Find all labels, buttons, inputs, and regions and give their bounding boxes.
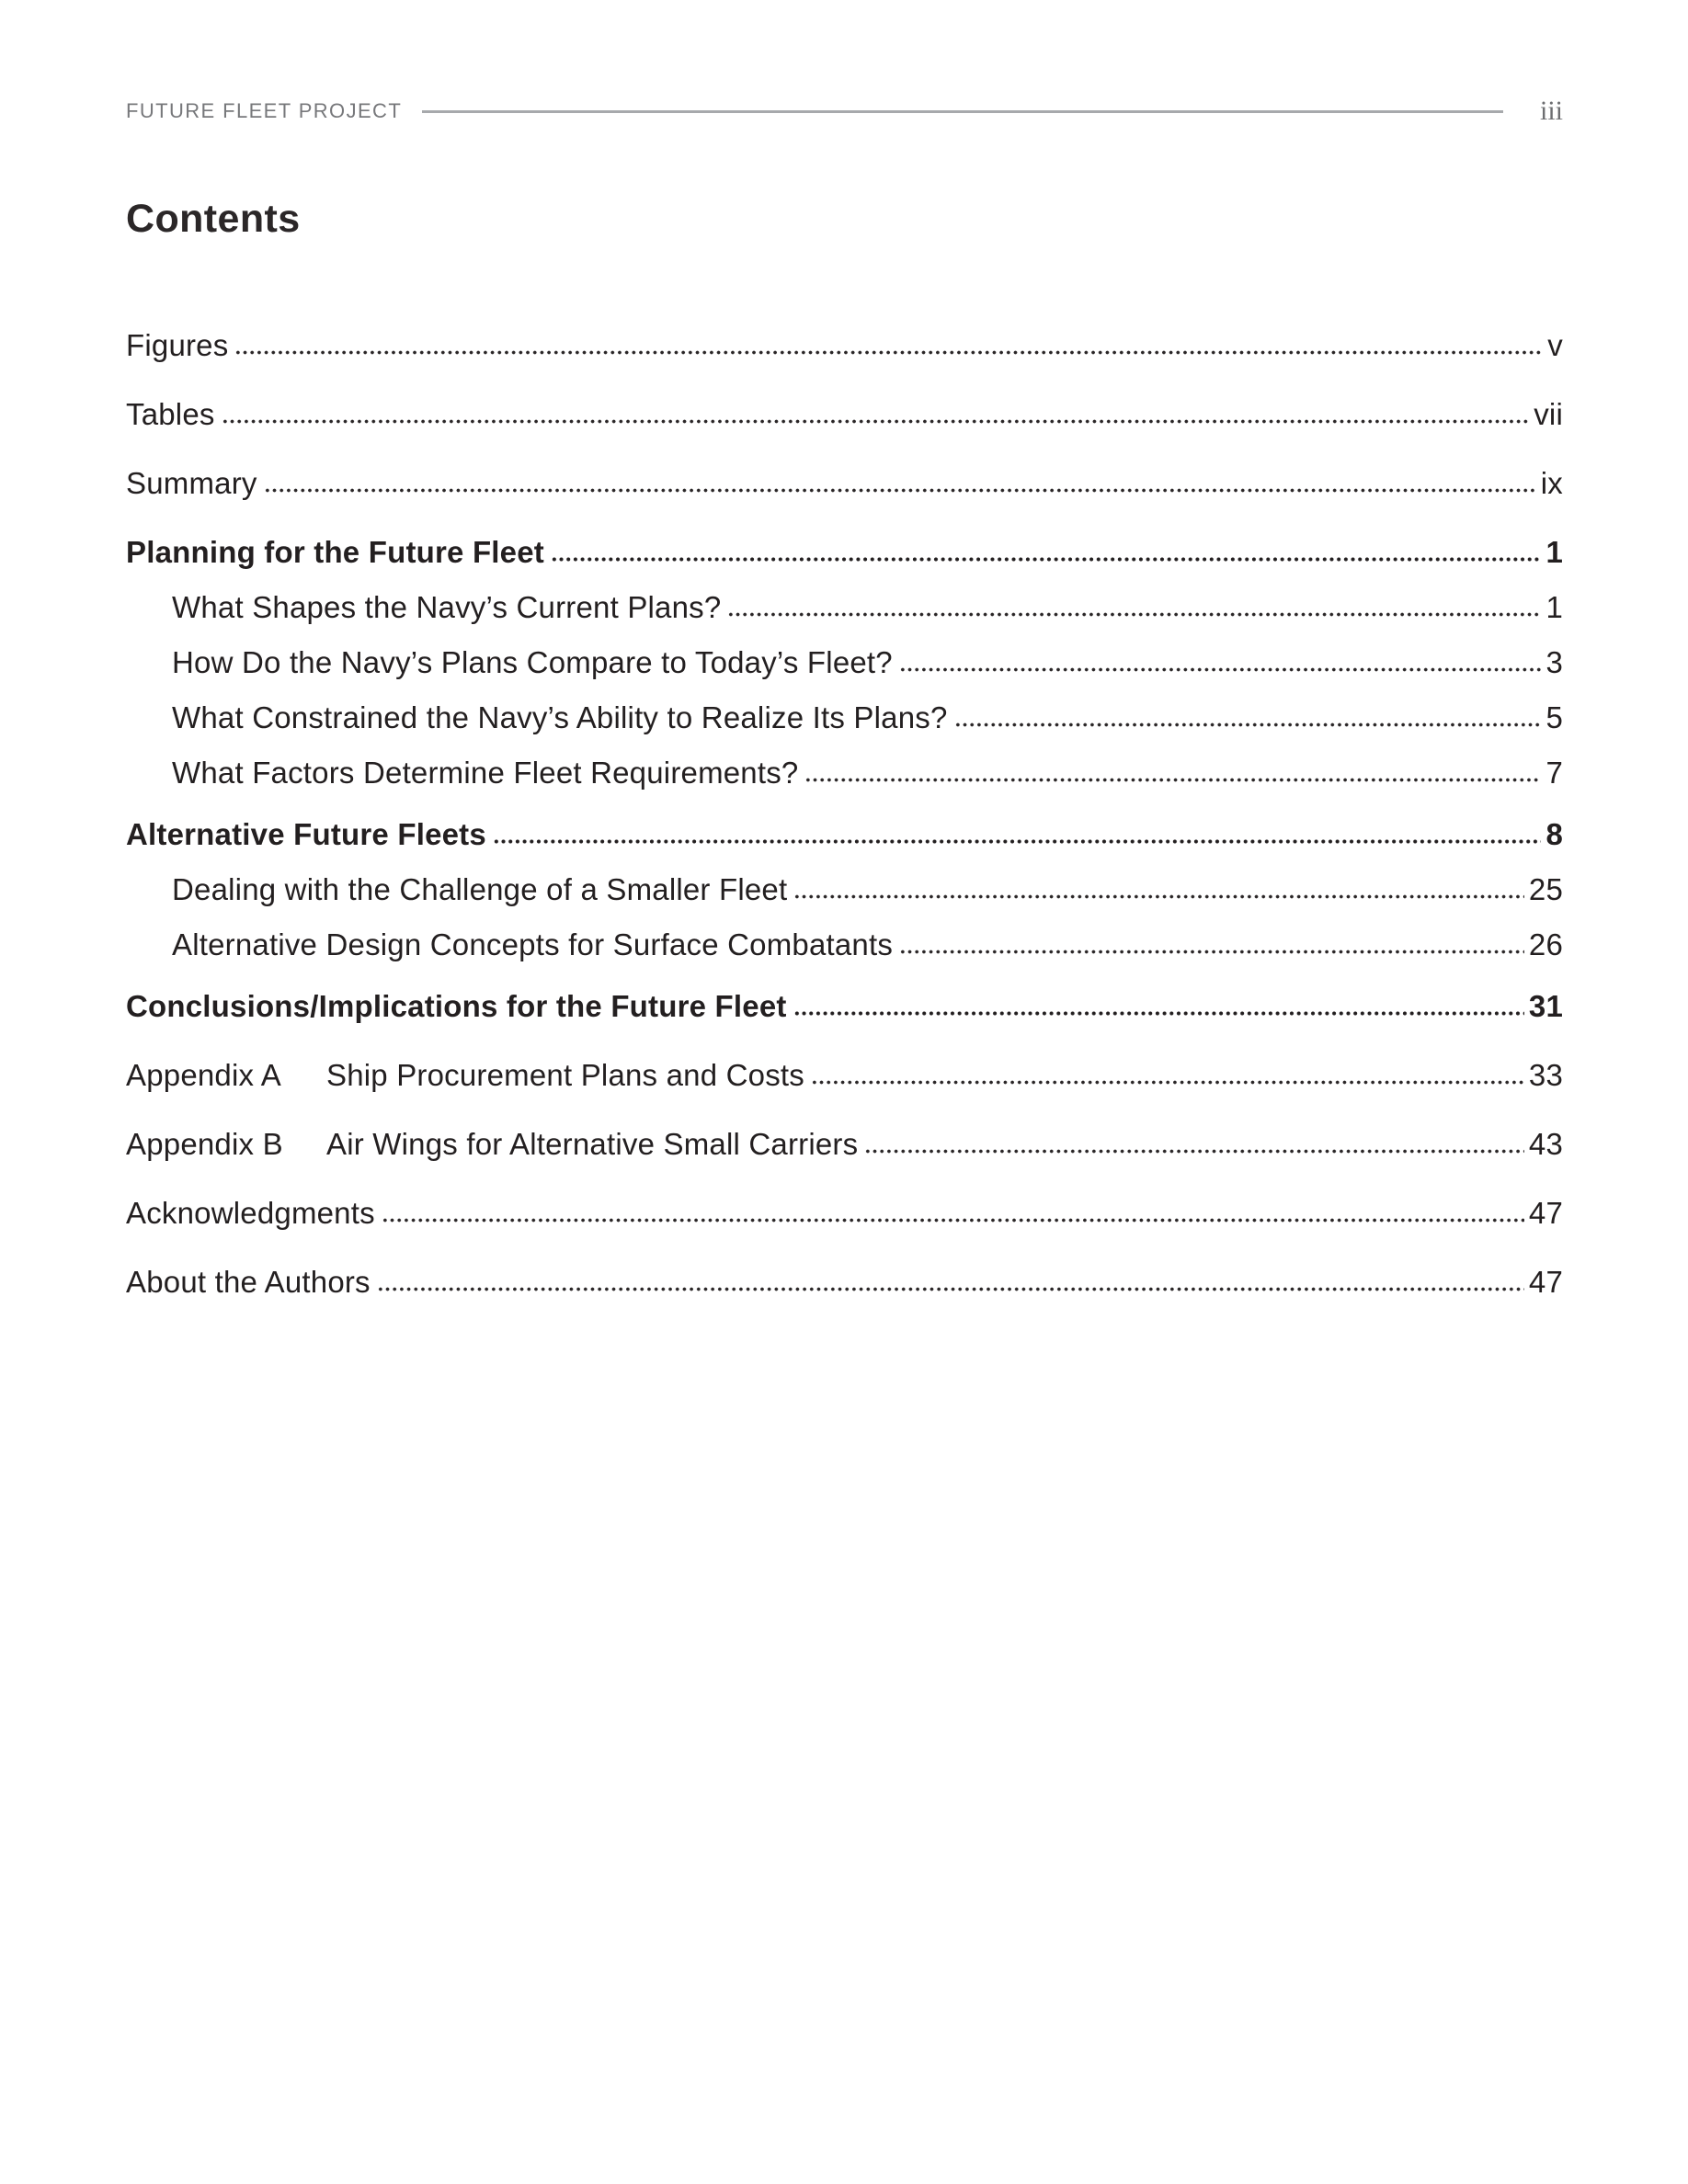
- toc-entry-page: 47: [1528, 1196, 1563, 1230]
- toc-entry-conclusions-implications[interactable]: [126, 991, 1563, 1021]
- dot-leader: [954, 722, 1542, 727]
- toc-entry-page: 1: [1545, 590, 1563, 624]
- dot-leader: [793, 894, 1524, 899]
- toc-entry-label: Planning for the Future Fleet: [126, 535, 544, 569]
- toc-entry-dealing-with-challenge-smaller-fleet[interactable]: [126, 874, 1563, 904]
- toc-entry-page: 7: [1545, 756, 1563, 790]
- toc-entry-page: 5: [1545, 700, 1563, 734]
- dot-leader: [864, 1149, 1524, 1154]
- toc-entry-appendix-b[interactable]: [126, 1129, 1563, 1159]
- toc-entry-page: ix: [1540, 466, 1563, 500]
- toc-entry-label: Ship Procurement Plans and Costs: [326, 1058, 804, 1092]
- toc-entry-page: v: [1547, 328, 1563, 362]
- toc-entry-page: 26: [1528, 927, 1563, 961]
- toc-entry-figures[interactable]: [126, 330, 1563, 360]
- toc-entry-planning-for-the-future-fleet[interactable]: [126, 537, 1563, 567]
- toc-entry-label: What Constrained the Navy’s Ability to Realize Its Plans?: [172, 700, 948, 734]
- dot-leader: [551, 557, 1541, 562]
- dot-leader: [804, 778, 1541, 782]
- toc-entry-label: What Factors Determine Fleet Requirements?: [172, 756, 799, 790]
- toc-entry-appendix-a[interactable]: [126, 1060, 1563, 1090]
- toc-entry-label: Acknowledgments: [126, 1196, 375, 1230]
- dot-leader: [264, 488, 1536, 493]
- page-header: [126, 97, 1563, 125]
- toc-entry-what-constrained-navy-ability[interactable]: [126, 702, 1563, 733]
- dot-leader: [382, 1218, 1524, 1223]
- toc-entry-summary[interactable]: [126, 468, 1563, 498]
- toc-entry-page: 43: [1528, 1127, 1563, 1161]
- appendix-prefix-label: Appendix B: [126, 1127, 283, 1161]
- dot-leader: [793, 1011, 1524, 1016]
- dot-leader: [899, 950, 1524, 954]
- toc-entry-what-shapes-navy-current-plans[interactable]: [126, 592, 1563, 622]
- toc-entry-acknowledgments[interactable]: [126, 1198, 1563, 1228]
- dot-leader: [234, 350, 1543, 355]
- toc-entry-page: 3: [1545, 645, 1563, 679]
- toc-entry-page: vii: [1534, 397, 1563, 431]
- toc-entry-alternative-future-fleets[interactable]: [126, 819, 1563, 849]
- toc-entry-label: About the Authors: [126, 1265, 371, 1299]
- toc-entry-page: 25: [1528, 872, 1563, 906]
- toc-entry-label: Alternative Design Concepts for Surface Combatants: [172, 927, 894, 961]
- folio-page-number: iii: [1539, 96, 1563, 126]
- toc-entry-page: 47: [1528, 1265, 1563, 1299]
- toc-entry-page: 31: [1528, 989, 1563, 1023]
- toc-entry-label: How Do the Navy’s Plans Compare to Today’s Fleet?: [172, 645, 893, 679]
- toc-entry-alternative-design-concepts[interactable]: [126, 929, 1563, 960]
- toc-entry-label: Figures: [126, 328, 229, 362]
- appendix-prefix-label: Appendix A: [126, 1058, 281, 1092]
- toc-entry-page: 8: [1545, 817, 1563, 851]
- toc-entry-label: Conclusions/Implications for the Future Fleet: [126, 989, 787, 1023]
- toc-entry-about-the-authors[interactable]: [126, 1267, 1563, 1297]
- toc-entry-label: Summary: [126, 466, 257, 500]
- toc-entry-page: 33: [1528, 1058, 1563, 1092]
- toc-entry-label: Air Wings for Alternative Small Carriers: [326, 1127, 859, 1161]
- toc-entry-label: What Shapes the Navy’s Current Plans?: [172, 590, 722, 624]
- dot-leader: [899, 667, 1542, 672]
- toc-entry-label: Tables: [126, 397, 215, 431]
- dot-leader: [222, 419, 1530, 424]
- dot-leader: [493, 839, 1542, 844]
- table-of-contents: [126, 330, 1563, 1297]
- contents-title: Contents: [126, 197, 301, 241]
- toc-entry-how-do-plans-compare[interactable]: [126, 647, 1563, 677]
- toc-entry-page: 1: [1545, 535, 1563, 569]
- toc-entry-what-factors-determine-requirements[interactable]: [126, 757, 1563, 788]
- toc-entry-tables[interactable]: [126, 399, 1563, 429]
- dot-leader: [727, 612, 1541, 617]
- dot-leader: [377, 1287, 1524, 1291]
- toc-entry-label: Alternative Future Fleets: [126, 817, 486, 851]
- toc-entry-label: Dealing with the Challenge of a Smaller Fleet: [172, 872, 788, 906]
- header-rule: [422, 110, 1503, 113]
- dot-leader: [811, 1080, 1524, 1085]
- running-title: FUTURE FLEET PROJECT: [126, 99, 403, 122]
